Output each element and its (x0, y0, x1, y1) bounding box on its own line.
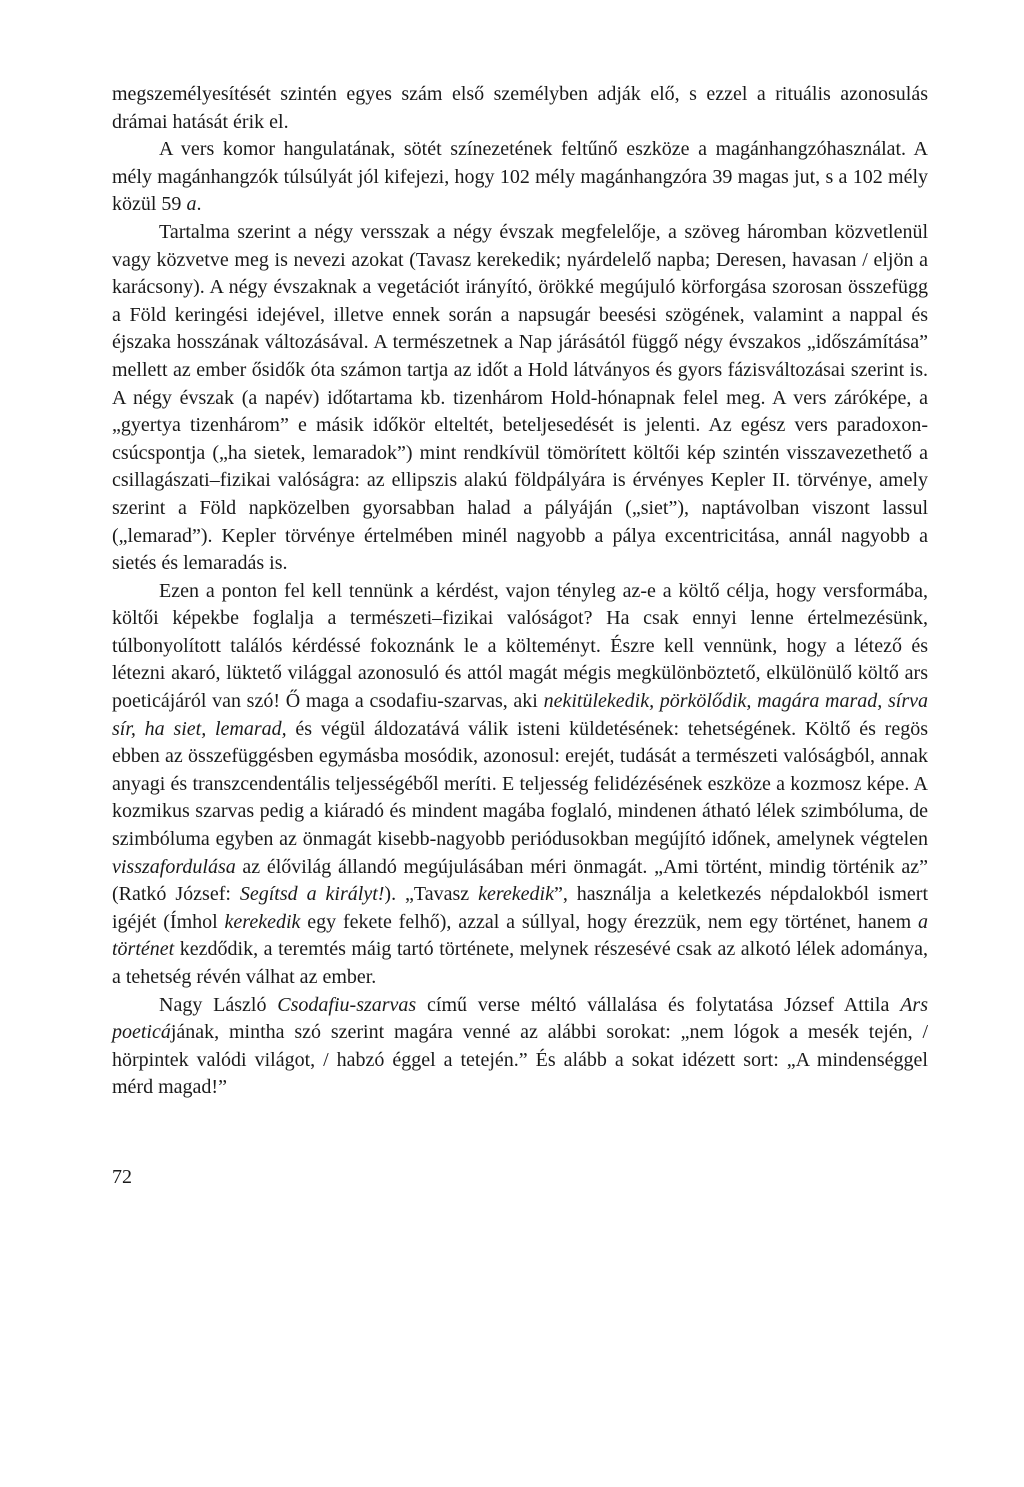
paragraph-4-italic-c: Segítsd a királyt! (239, 883, 385, 906)
paragraph-4-text-b: és végül áldozatává válik isteni küldetésének: tehetségének. Költő és regös ebben az összefüggésben egymásba mosódik, azonosul: erejét, tudását a természeti valóságból, annak anyagi és transzcendentális teljességéből meríti. E teljesség felidézésének eszköze a kozmosz képe. A kozmikus szarvas pedig a kiáradó és mindent magába foglaló, mindenen átható lélek szimbóluma, de szimbóluma egyben az önmagát kisebb-nagyobb periódusokban megújító időnek, amelynek végtelen (112, 717, 928, 851)
paragraph-1-text: megszemélyesítését szintén egyes szám első személyben adják elő, s ezzel a rituális azonosulás drámai hatását érik el. (112, 83, 928, 133)
paragraph-2-text: A vers komor hangulatának, sötét színezetének feltűnő eszköze a magánhangzóhasználat. A mély magánhangzók túlsúlyát jól kifejezi, hogy 102 mély magánhangzóra 39 magas jut, s a 102 mély közül 59 (112, 138, 928, 216)
paragraph-4-italic-a: nekitülekedik, pörkölődik, magára marad, sírva sír, ha siet, lemarad, (112, 690, 928, 740)
paragraph-4-text-d: ). „Tavasz (384, 883, 479, 906)
paragraph-4-text-a: Ezen a ponton fel kell tennünk a kérdést, vajon tényleg az-e a költő célja, hogy versformába, költői képekbe foglalja a természeti–fizikai valóságot? Ha csak ennyi lenne értelmezésünk, túlbonyolított találós kérdéssé fokoznánk le a költeményt. Észre kell vennünk, hogy a létező és létezni akaró, lüktető világgal azonosuló és attól magát mégis megkülönböztető, elkülönülő költő ars poeticájáról van szó! Ő maga a csodafiu-szarvas, aki (112, 579, 928, 713)
paragraph-1 (112, 81, 928, 136)
paragraph-4-text-c: az élővilág állandó megújulásában méri önmagát. „Ami történt, mindig történik az” (Ratkó József: (112, 855, 928, 906)
paragraph-2-italic: a (186, 193, 197, 216)
paragraph-4-italic-d: kerekedik (478, 883, 554, 906)
paragraph-4-italic-f: a történet (112, 910, 928, 961)
paragraph-4 (112, 578, 928, 992)
paragraph-2-end: . (196, 193, 202, 216)
paragraph-5-text-c: jának, mintha szó szerint magára venné az alábbi sorokat: „nem lógok a mesék tején, / hörpintek valódi világot, / habzó éggel a tetején.” És alább a sokat idézett sort: „A mindenséggel mérd magad!” (112, 1021, 928, 1099)
paragraph-5-text-b: című verse méltó vállalása és folytatása József Attila (416, 993, 901, 1016)
document-body (112, 81, 928, 1102)
paragraph-4-italic-e: kerekedik (224, 910, 301, 933)
paragraph-2 (112, 136, 928, 219)
paragraph-3-text: Tartalma szerint a négy versszak a négy évszak megfelelője, a szöveg háromban közvetlenül vagy közvetve meg is nevezi azokat (Tavasz kerekedik; nyárdelelő napba; Deresen, havasan / eljön a karácsony). A négy évszaknak a vegetációt irányító, örökké megújuló körforgása szorosan összefügg a Föld keringési idejével, illetve ennek során a napsugár beesési szögének, valamint a nappal és éjszaka hosszának változásával. A természetnek a Nap járásától függő négy évszakos „időszámítása” mellett az ember ősidők óta számon tartja az időt a Hold látványos és gyors fázisváltozásai szerint is. A négy évszak (a napév) időtartama kb. tizenhárom Hold-hónapnak felel meg. A vers záróképe, a „gyertya tizenhárom” e másik időkör elteltét, beteljesedését is jelenti. Az egész vers paradoxon-csúcspontja („ha sietek, lemaradok”) mint rendkívül tömörített költői kép szintén visszavezethető a csillagászati–fizikai valóságra: az ellipszis alakú földpályára is érvényes Kepler II. törvénye, amely szerint a Föld napközelben gyorsabban halad a pályáján („siet”), naptávolban viszont lassul („lemarad”). Kepler törvénye értelmében minél nagyobb a pálya excentricitása, annál nagyobb a sietés és lemaradás is. (112, 220, 928, 575)
page-number: 72 (112, 1166, 132, 1188)
paragraph-3 (112, 219, 928, 578)
paragraph-4-text-f: egy fekete felhő), azzal a súllyal, hogy érezzük, nem egy történet, hanem (300, 910, 918, 933)
paragraph-4-italic-b: visszafordulása (112, 855, 236, 878)
paragraph-5-text-a: Nagy László (159, 993, 278, 1016)
paragraph-5 (112, 992, 928, 1102)
paragraph-5-italic-a: Csodafiu-szarvas (277, 993, 417, 1016)
paragraph-5-italic-b: Ars poeticá (112, 993, 928, 1044)
paragraph-4-text-e: ”, használja a keletkezés népdalokból ismert igéjét (Ímhol (112, 883, 928, 933)
paragraph-4-text-g: kezdődik, a teremtés máig tartó története, melynek részesévé csak az alkotó lélek adománya, a tehetség révén válhat az ember. (112, 938, 928, 988)
